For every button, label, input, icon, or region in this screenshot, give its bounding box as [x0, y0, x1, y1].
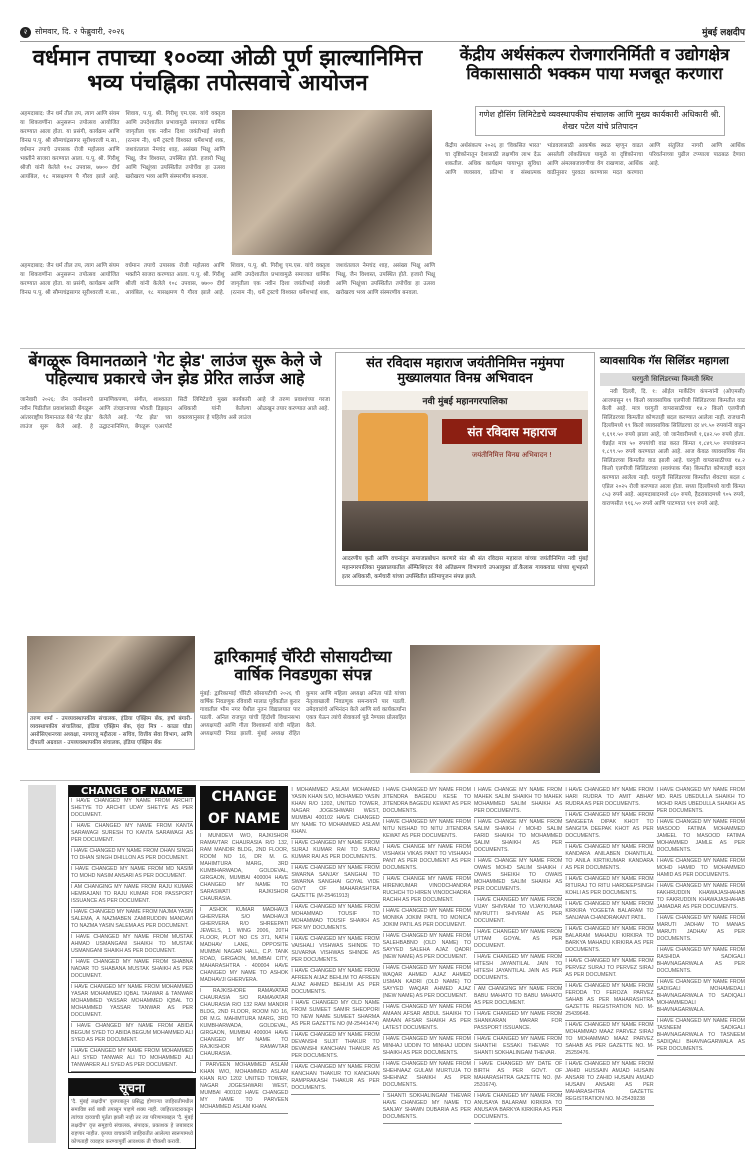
story4-box [335, 352, 595, 586]
story1-body-cont: अहमदाबाद: जैन धर्म तील तप, त्याग आणि संयम या शिकवणींना अनुसरून तपोत्सव आयोजित करण्यात आला होता. या प्रसंगी, कार्यक्रम आणि विनम्र प.पू. श्री सौम्यचंद्रसागर सूरीश्वरजी म.सा., वर्धमान तपाचे उपासक रोजी महोत्सव आणि भक्तीने साजरा करण्यात आला. प.पू. श्री. गिरीशु श्रीजी यांनी केलेले १०८ उपवास, ७७०० दीर्घ आयंबिल, १८ मासक्षमण पै गौरव झाले आहे. शिवाय, प.पू. श्री. गिरीशु एम.एस. यांचे वक्तृत्व आणि उपदेशातील प्रभावामुळे समाजात धार्मिक जागृतीला एक नवीन दिशा जयंतीभाई संघवी (रत्नाम नी), धर्मे ट्रस्टचे विश्वस्त धर्मेशभाई शक, जशवंतलाल नेमचंद शाह, असंख्य भिक्षू आणि भिक्षू, जैन विश्वस्त, उपस्थित होते. हजारो भिक्षू आणि भिक्षूंच्या उपस्थितीत तपोर्चेवा हा उत्सव खरोखरच भव्य आणि संस्मरणीय बनवला. [20, 263, 435, 296]
page-header [20, 22, 745, 42]
name-change-notice: I HAVE CHANGED MY NAME FROM ANUSAYA BALARAM KIRKIRA TO ANUSAYA BARKYA KIRKIRA AS PER DOCUMENTS. [474, 1092, 562, 1124]
story6-photo [410, 645, 600, 773]
name-change-notice: I HAVE CHANGED MY NAME FROM SURAJ KUMAR RAI TO SURAJ KUMAR RAI AS PER DOCUMENTS. [291, 839, 379, 864]
suchna-title: सूचना [69, 1079, 195, 1096]
name-change-notice: I HAVE CHANGED MY NAME FROM HARI RUDRA TO AMIT ABHAY RUDRA AS PER DOCUMENTS. [565, 786, 653, 811]
name-change-notice: I HAVE CHANGE MY NAME FROM HIRENKUMAR VINODCHANDRA RUCHCH TO HIREN VINODCHADRA RACHH AS PER DOCUMENT. [383, 875, 471, 907]
page-number: २ [20, 27, 31, 38]
story6-headline: द्वारिकामाई चॅरिटी सोसायटीच्या वार्षिक निवडणुका संपन्न [214, 647, 392, 685]
change-of-name-banner: CHANGE OF NAME [200, 786, 288, 830]
story1-body: अहमदाबाद: जैन धर्म तील तप, त्याग आणि संयम या शिकवणींना अनुसरून तपोत्सव आयोजित करण्यात आला होता. या प्रसंगी, कार्यक्रम आणि विनम्र प.पू. श्री सौम्यचंद्रसागर सूरीश्वरजी म.सा., वर्धमान तपाचे उपासक रोजी महोत्सव आणि भक्तीने साजरा करण्यात आला. प.पू. श्री. गिरीशु श्रीजी यांनी केलेले १०८ उपवास, ७७०० दीर्घ आयंबिल, १८ मासक्षमण पै गौरव झाले आहे. शिवाय, प.पू. श्री. गिरीशु एम.एस. यांचे वक्तृत्व आणि उपदेशातील प्रभावामुळे समाजात धार्मिक जागृतीला एक नवीन दिशा जयंतीभाई संघवी (रत्नाम नी), धर्मे ट्रस्टचे विश्वस्त धर्मेशभाई शक, जशवंतलाल नेमचंद शाह, असंख्य भिक्षू आणि भिक्षू, जैन विश्वस्त, उपस्थित होते. हजारो भिक्षू आणि भिक्षूंच्या उपस्थितीत तपोर्चेवा हा उत्सव खरोखरच भव्य आणि संस्मरणीय बनवला. [20, 111, 225, 180]
name-change-notice: I HAVE CHANGE MY NAME FROM SALIM SHAIKH / MOHD SALIM FARID SHAIKH TO MOHAMMED SALIM SHAIKH AS PER DOCUMENTS. [474, 818, 562, 857]
name-change-notice: I HAVE CHANGED MY NAME FROM SALEHBABNO (OLD NAME) TO SAYYED SALEHA AJAZ QADRI (NEW NAME) AS PER DOCUMENT. [383, 932, 471, 964]
name-change-notice: I HAVE CHANGED MY NAME FROM SWARNA SANJAY SANGHAI TO SWARNA SANGHAI GOYAL VIDE GOVT OF MAHARASHTRA GAZETTE (M-25461913) [291, 864, 379, 903]
name-change-notice: I HAVE CHANGED MY NAME FROM HITESH JAYANTILAL JAIN TO HITESH JAYANTILAL JAIN AS PER DOCUMENTS. [474, 953, 562, 985]
name-change-notice: I HAVE CHANGED MY NAME FROM MONIKA JOKIM PATIL TO MONICA JOKIM PATIL AS PER DOCUMENT. [383, 907, 471, 932]
name-change-notice: I HAVE CHANGED MY NAME FROM MARUTI JADHAV TO MANAS MARUTI JADHAV AS PER DOCUMENTS. [657, 914, 745, 946]
notice-columns [200, 786, 745, 1124]
name-change-notice: I HAVE CHANGED MY NAME FROM UTTAM GOYAL AS PER DOCUMENT. [474, 928, 562, 953]
name-change-notice: I HAVE CHANGED MY NAME FROM FERODA TO FEROZA PARVEZ SAHAB AS PER MAHARASHTRA GAZETTE REGISTRATION NO. M-25439648. [565, 982, 653, 1021]
crowd [342, 501, 588, 551]
name-change-notice: I MUNIDEVI W/O, RAJKISHOR RAMAVTAR CHAURASIA R/O 132, RAM MANDIR BLDG, 2ND FLOOR, ROOM NO 16, DR M. G. MAHIMTURA MARG, 3RD KUMBHARWADA, GOLDEVAL, GIRGAON, MUMBAI 400004 HAVE CHANGED MY NAME TO SARASWATI RAJKISHOR CHAURASIA. [200, 832, 288, 906]
name-change-notice: I HAVE CHANGED MY NAME FROM AFREEN AIJAZ BEHLIM TO AFREEN AIJAZ AHMED BEHLIM AS PER DOCUMENTS. [291, 967, 379, 999]
name-change-notice: I HAVE CHANGED MY NAME FROM MOHAMMED ALI SYED TANWAR ALI TO MOHAMMED ALI TANWARER ALI SYED AS PER DOCUMENT. [71, 1047, 193, 1072]
name-change-notice: I HAVE CHANGED MY NAME FROM SADIGALI MOHAMEDALI BHAVNAGARWALA TO SADIQALI MOHAMMEDALI BHAVNAGARWALA. [657, 978, 745, 1017]
story6-body: मुंबई: द्वारिकामाई चॅरिटी सोसायटीची २०२६ ची वार्षिक निवडणूक रविवारी मालाड पूर्वेकडील कुरार गावातील भीम नगर येथील नूतन विद्यालयात पार पडली. अनिल राजपूत यांची हिंदोशी विधानसभा अध्यक्षपदी आणि गीता विश्वकर्मा यांची महिला अध्यक्षपदी निवड झाली. मुंबई अध्यक्ष रोहित कुमार आणि महिला अध्यक्षा अनिता पांडे यांच्या नेतृत्वाखाली निवडणूक समन्वयाने पार पडली. उमेदवारांचे अभिनंदन केले आणि सर्व कार्यकर्त्यांना एकत्र येऊन त्यांचे सेवाकार्य पुढे नेण्यास प्रोत्साहित केले. [200, 691, 406, 737]
name-change-notice: I HAVE CHANGED MY OLD NAME FROM SUMEET SAMIR SHEOPORI TO NEW NAME SUMEET SHARMA AS PER GAZETTE NO (M-25441474) [291, 999, 379, 1031]
story5-body: नवी दिल्ली, दि. १: ऑईल मार्केटिंग कंपन्यांनी (ओएमसी) आजपासून १९ किलो व्यावसायिक एलपीजी सिलिंडरच्या किमतीत वाढ केली आहे. मात्र घरगुती वापरासाठीच्या १४.२ किलो एलपीजी सिलिंडरच्या किमतीत कोणताही बदल करण्यात आलेला नाही. राजधानी दिल्लीमध्ये १९ किलो व्यावसायिक सिलिंडरचा दर ४९.५० रुपयांनी वाढून १,६९१.५० रुपये झाला आहे, जो जानेवारीमध्ये १,६४२.५० रुपये होता. चेन्नईत मात्र ५० रुपयांची वाढ करत किंमत १,८४९.५० रुपयांवरून १,८९९.५० रुपये करण्यात आली आहे. आज केवळ व्यावसायिक गॅस सिलिंडरच्या किमतीत वाढ झाली आहे. घरगुती वापरासाठीच्या १४.२ किलो एलपीजी सिलिंडरच्या (स्वयंपाक गॅस) किमतीत कोणताही बदल करण्यात आलेला नाही. घरगुती सिलिंडरच्या किमतीत शेवटचा बदल ८ एप्रिल २०२५ रोजी करण्यात आला होता. सध्या दिल्लीमध्ये याची किंमत ८५३ रुपये आहे. अहमदाबादमध्ये ८६० रुपये, हैदराबादमध्ये ९०५ रुपये, वाराणसीत ९१६.५० रुपये आणि पाटण्यात ९११ रुपये आहे. [602, 389, 745, 507]
name-change-notice: I HAVE CHANGED MY NAME FROM MUSTAK AHMAD USMANGANI SHAIKH TO MUSTAK USMANGANI SHAIKH AS PER DOCUMENT. [71, 933, 193, 958]
name-change-notice: I HAVE CHANGED MY NAME FROM JAHID HUSSAIN AMJAD HUSAIN ANSARI TO ZAHID HUSAIN AMJAD HUSAIN ANSARI AS PER MAHARASHTRA GAZETTE REGISTRATION NO. M-25439238 [565, 1060, 653, 1106]
story3-body: जानेवारी २०२६: जेन जनरेशनचे नवीन पिढीतील प्रवाशांसाठी बेंगळूरू आंतरराष्ट्रीय विमानतळ येथे 'गेट झेड' लाउंज सुरू केले आहे. हे प्रामाणिकपणा, संगीत, शाश्वतता आणि तंत्रज्ञानाच्या भोवती डिझाइन केलेले आहे. 'गेट झेड' च्या उद्घाटनानिमित्त, बेंगळूरू एअरपोर्ट सिटी लिमिटेडचे मुख्य कार्यकारी अधिकारी यांनी केलेल्या वक्तव्यानुसार हे पहिलेच असे लाउंज आहे जे तरुण प्रवाशांच्या गरजा ओळखून तयार करण्यात आले आहे. [20, 397, 330, 430]
story2-body: केंद्रीय अर्थसंकल्प २०२६ हा 'विकसित भारत' चा दृष्टिकोनातून देशासाठी लक्षणीय लाभ देऊ शकतील. अधिक कार्यक्षम पायाभूत सुविधा आणि व्यवसाय, प्रतिभा व संस्थात्मक भांडवलासाठी आकर्षक स्थळ म्हणून वाढत असलेली लोकप्रियता यामुळे या दृष्टिकोनाचा आणि अंमलबजावणीचा वेग राखणारा, आर्थिक वाढीनुसार पुरवठा करण्यास मदत करणारा आणि संतुलित नागरी आणि आर्थिक परिवर्तनाच्या पुढील टप्प्याला पाठबळ देणारा आहे. [445, 143, 745, 176]
suchna-box [68, 1078, 196, 1149]
nmmc-banner: नवी मुंबई महानगरपालिका [342, 391, 588, 410]
portrait [358, 413, 428, 508]
name-change-notice: I HAVE CHANGED MY NAME FROM DHAN SINGH TO DHAN SINGH DHILLON AS PER DOCUMENT. [71, 847, 193, 865]
small-notices-box [68, 785, 196, 1073]
left-classifieds [68, 785, 196, 1149]
name-change-notice: I HAVE CHANGED MY NAME FROM MOHAMMED YASAR MOHAMMED IQBAL TAHWAR & TANWAR MOHAMMED YASSAR MOHAMMED IQBAL TO MOHAMMED YASSAR TANWAR AS PER DOCUMENT. [71, 983, 193, 1022]
name-change-notice: I HAVE CHANGED MY NAME FROM VIJAY SHIVRAM TO VIJAYKUMAR NIVRUTTI SHIVRAM AS PER DOCUMENT. [474, 896, 562, 928]
name-change-notice: I HAVE CHANGED MY NAME FROM KANCHAN THAKUR TO KANCHAN RAMPRAKASH THAKUR AS PER DOCUMENTS. [291, 1063, 379, 1095]
name-change-notice: I HAVE CHANGED MY NAME FROM SANGEETA DIPAK KHOT TO SANGITA DEEPAK KHOT AS PER DOCUMENTS. [565, 811, 653, 843]
poster-title: संत रविदास महाराज [442, 419, 582, 444]
name-change-notice: I HAVE CHANGED MY NAME FROM KANTA SARAWAGI SURESH TO KANTA SARAWAGI AS PER DOCUMENT. [71, 822, 193, 847]
name-change-notice: I HAVE CHANGED MY NAME FROM KANDARA ANILABEN DHANTILAL TO ANILA KIRTIKUMAR KANDARA AS PER DOCUMENTS. [565, 843, 653, 875]
name-change-notice: I AM CHANGING MY NAME FROM RAJU KUMAR HEMRAJANI TO RAJU KUMAR FOR PASSPORT ISSUANCE AS PER DOCUMENT. [71, 883, 193, 908]
name-change-notice: I HAVE CHANGED MY NAME FROM RITURAJ TO RITU HARDEEPSINGH KOHLI AS PER DOCUMENTS. [565, 875, 653, 900]
name-change-notice: I HAVE CHANGED MY NAME FROM WAQAR AHMED AJAZ AHMED USMAN KADRI (OLD NAME) TO SAYYED WAQAR AHMED AJAZ (NEW NAME) AS PER DOCUMENT. [383, 964, 471, 1003]
name-change-notice: I HAVE CHANGED MY NAME FROM BALARAM MAHADU KIRKIRA TO BARKYA MAHADU KIRKIRA AS PER DOCUMENTS. [565, 925, 653, 957]
poster-sub: जयंतीनिमित्त विनम्र अभिवादन ! [471, 450, 553, 459]
story3-caption: तरुण शर्मा - उपव्यवस्थापकीय संचालक, इंडिया एक्झिम बँक, हर्षा बंगारी- व्यवस्थापकीय संचालिका, इंडिया एक्झिम बँक, वृंदा मित्र - काळा घोडा असोसिएशनच्या अध्यक्षा, नागराजू मद्दीराला - सचिव, वित्तीय सेवा विभाग, आणि दीपाली अग्रवाल - उपव्यवस्थापकीय संचालक, इंडिया एक्झिम बँक [27, 712, 195, 750]
name-change-notice: I HAVE CHANGED MY NAME FROM MASOOD FATIMA MOHAMMED JAMEEL TO MASOOD FATIMA MOHAMMED JAMLE AS PER DOCUMENTS. [657, 818, 745, 857]
story5-headline: व्यावसायिक गॅस सिलिंडर महागला [600, 355, 729, 367]
date-line [20, 26, 125, 38]
name-change-notice: I HAVE CHANGED MY NAME FROM NAJMA YASIN SALEMA, A NAZMABEN ZAMIRUDDIN MANDAVI TO NAZMA YASIN SALEMA AS PER DOCUMENT. [71, 908, 193, 933]
name-change-notice: I AM CHANGING MY NAME FROM BABU MAHATO TO BABU MAHATO AS PER DOCUMENT. [474, 985, 562, 1010]
name-change-notice: I SHANTI SOKHALINGAM THEVAR HAVE CHANGED MY NAME TO SANJAY SHAWN DUBARIA AS PER DOCUMENTS. [383, 1092, 471, 1124]
name-change-notice: I HAVE CHANGED MY NAME FROM DEVANSHI SUJIT THAKUR TO DEVANSHI KANCHAN THAKUR AS PER DOCUMENTS. [291, 1031, 379, 1063]
divider [20, 780, 745, 781]
ad-strip [28, 785, 56, 1143]
name-change-notice: I HAVE CHANGED MY NAME FROM ABIDA BEGUM SYED TO ABIDA BEGUM MOHAMMED ALI SYED AS PER DOCUMENT. [71, 1022, 193, 1047]
name-change-notice: I HAVE CHANGED MY NAME FROM AMAAN AFSAR ABDUL SHAIKH TO AMAAN AFSAR SHAIKH AS PER LATEST DOCUMENTS. [383, 1003, 471, 1035]
name-change-notice: I HAVE CHANGED MY NAME FROM NITU NISHAD TO NITU JITENDRA KEWAT AS PER DOCUMENTS. [383, 818, 471, 843]
date: सोमवार, दि. २ फेब्रुवारी, २०२६ [35, 26, 125, 36]
name-change-notice: I HAVE CHANGED MY NAME FROM JITENDRA BAGEDU KESE TO JITENDRA BAGEDU KEWAT AS PER DOCUMENTS. [383, 786, 471, 818]
name-change-notice: I HAVE CHANGED MY NAME FROM SHABNA NADAR TO SHABANA MUSTAK SHAIKH AS PER DOCUMENT. [71, 958, 193, 983]
name-change-notice: I HAVE CHANGE MY NAME FROM VISHAKH VIKAS PANT TO VISHAKH PANT AS PER DOCUMENT AS PER DOCUMENTS. [383, 843, 471, 875]
name-change-notice: I HAVE CHANGED MY NAME FROM KIRKIRA YOGEETA BALARAM TO SANJANA CHANDRAKANT PATIL. [565, 900, 653, 925]
suchna-body: 'दै. मुंबई लक्षदीप' वृत्तपत्रातून प्रसिद्ध होणाऱ्या जाहिरातीमधील समाविष्ट सर्व बाबी तपासून पाहणे शक्य नाही. जाहिरातदाराकडून त्यांच्या दाव्याची पूर्तता झाली नाही तर त्या परिणामाबद्दल 'दै. मुंबई लक्षदीप' वृत्त समूहाचे संचालक, संपादक, प्रकाशक हे जबाबदार राहणार नाहीत. कृपया वाचकांनी जाहिरातीत आलेल्या स्वरूपामध्ये कोणताही व्यवहार करण्यापूर्वी आवश्यक ती चौकशी करावी. [71, 1099, 193, 1145]
story5-subhead: घरगुती सिलिंडरच्या किमती स्थिर [600, 373, 745, 386]
name-change-notice: I HAVE CHANGED MY NAME FROM TASNEEM SADIGALI BHAVNAGARWALA TO TASNEEM SADIQALI BHAVNAGARWALA AS PER DOCUMENTS. [657, 1017, 745, 1056]
name-change-notice: I HAVE CHANGED MY NAME FROM PERVEZ SURAJ TO PERVEZ SIRAJ AS PER DOCUMENT. [565, 957, 653, 982]
paper-name: मुंबई लक्षदीप [702, 28, 745, 38]
name-change-notice: I HAVE CHANGED MY NAME FROM MINHAJ UDDIN TO MINHAJ UDDIN SHAIKH AS PER DOCUMENTS. [383, 1035, 471, 1060]
name-change-notice: I HAVE CHANGED MY NAME FROM SHEHNAAZ GULAM MURTUJA TO SHEHNAZ SHAIKH AS PER DOCUMENTS. [383, 1060, 471, 1092]
story1-photo [232, 110, 432, 255]
small-notices-title: CHANGE OF NAME [69, 786, 195, 797]
name-change-notice: I HAVE CHANGED MY NAME FROM SHANKARAN MARAR FOR PASSPORT ISSUANCE. [474, 1010, 562, 1035]
story4-photo [342, 391, 588, 551]
name-change-notice: I HAVE CHANGED MY NAME FROM MD NASIM TO MOHD NASIM ANSARI AS PER DOCUMENT. [71, 865, 193, 883]
name-change-notice: I HAVE CHANGED MY NAME FROM RASHIDA SADIGALI BHAVNAGARWALA AS PER DOCUMENTS. [657, 946, 745, 978]
story1-headline: वर्धमान तपाच्या १००व्या ओळी पूर्ण झाल्यानिमित्त भव्य पंचह्निका तपोत्सवाचे आयोजन [32, 46, 423, 97]
divider [20, 348, 745, 349]
name-change-notice: I PARVEEN MOHAMMED ASLAM KHAN W/O, MOHAMMED ASLAM KHAN R/O 1202 UNITED TOWER, NAGAR JOGESHWARI WEST, MUMBAI 400102 HAVE CHANGED MY NAME TO PARVEEN MOHAMMED ASLAM KHAN. [200, 1061, 288, 1114]
name-change-notice: I HAVE CHANGED MY NAME FROM VAISHALI VISHWAS SHINDE TO SUVARNA VISHWAS SHINDE AS PER DOCUMENTS. [291, 935, 379, 967]
name-change-notice: I HAVE CHANGED MY NAME FROM MOHAMMAD TOUSIF TO MOHAMMAD TOUSIF SHAIKH AS PER MY DOCUMENTS. [291, 903, 379, 935]
name-change-notice: I HAVE CHANGED MY NAME FROM FAKHRUDDIN KHAWAJASHAHAB TO FAKRUDDIN KHAWAJASHAHAB JAMADAR AS PER DOCUMENTS. [657, 882, 745, 914]
name-change-notice: I HAVE CHANGED MY NAME FROM MOHAMMAD MAAZ PARVEZ SIRAJ TO MOHAMMAD MAAZ PARVEZ SAHAB AS PER GAZETTE NO. M-25259476. [565, 1021, 653, 1060]
name-change-notice: I HAVE CHANGED MY DATE OF BIRTH AS PER GOVT. OF MAHARASHTRA GAZETTE NO. (M-2531674). [474, 1060, 562, 1092]
story2-headline: केंद्रीय अर्थसंकल्प रोजगारनिर्मिती व उद्योगक्षेत्र विकासासाठी भक्कम पाया मजबूत करणारा [459, 45, 730, 83]
name-change-notice: I RAJKISHORE RAMAVATAR CHAURASIA S/O RAMAVATAR CHAURASIA R/O 132 RAM MANDIR BLDG, 2ND FLOOR, ROOM NO 16, DR M.G. MAHIMTURA MARG, 3RD KUMBHARWADA, GOLDEVAL, GIRGAON, MUMBAI 400004 HAVE CHANGED MY NAME TO RAJKISHOR RAMAVTAR CHAURASIA. [200, 987, 288, 1061]
name-change-notice: I MOHAMMED ASLAM MOHAMED YASIN KHAN S/O, MOHAMED YASIN KHAN R/O 1202, UNITED TOWER, NAGAR JOGESHWARI WEST, MUMBAI 400102 HAVE CHANGED MY NAME TO MOHAMMED ASLAM KHAN. [291, 786, 379, 839]
name-change-notice: I HAVE CHANGED MY NAME FROM SHANTHI ESSAKI THEVAR TO SHANTI SOKHALINGAM THEVAR. [474, 1035, 562, 1060]
name-change-notice: I ASHOK KUMAR MADHAVJI GHERVERA S/O MADHAVJI GHERVERA R/O SHREEPATI JEWELS, 1 WING 2006, 20TH FLOOR, PLOT NO CS 371, NATH MADHAV LANE, OPPOSITE MUMBAI NAGAR HALL, C.P. TANK ROAD, GIRGAON, MUMBAI CITY, MAHARASHTRA - 400004 HAVE CHANGED MY NAME TO ASHOK MADHAVJI GHERVERA. [200, 906, 288, 987]
name-change-notice: I HAVE CHANGE MY NAME FROM OWAIS MOHD SALIM SHAIKH / OWAIS SHEIKH TO OWAIS MOHAMMED SALIM SHAIKH AS PER DOCUMENTS. [474, 857, 562, 896]
story4-headline: संत रविदास महाराज जयंतीनिमित्त नमुंमपा मुख्यालयात विनम्र अभिवादन [366, 356, 564, 386]
name-change-notice: I HAVE CHANGE MY NAME FROM MAHEK SALIM SHAIKH TO MAHEK MOHAMMED SALIM SHAIKH AS PER DOCUMENTS. [474, 786, 562, 818]
story4-caption: आदरणीय कृती आणि वचनांतून समाजप्रबोधन करणारे संत श्री संत रविदास महाराज यांच्या जयंतीनिमित्त नवी मुंबई महानगरपालिका मुख्यालयातील ॲम्फिथिएटर येथे अतिक्रमण विभागाचे उपआयुक्त डॉ.कैलास गायकवाड यांच्या शुभहस्ते इतर अधिकारी, कर्मचारी यांच्या उपस्थितीत प्रतिमापूजन संपन्न झाले. [342, 555, 588, 580]
name-change-notice: I HAVE CHANGED MY NAME FROM MD. RAIS UBEDULLA SHAIKH TO MOHD RAIS UBEDULLA SHAIKH AS PER DOCUMENTS. [657, 786, 745, 818]
story2-subhead: गणेश हौसिंग लिमिटेडचे व्यवस्थापकीय संचालक आणि मुख्य कार्यकारी अधिकारी श्री. शेखर पटेल यांचे प्रतिपादन [475, 106, 725, 136]
name-change-notice: I HAVE CHANGED MY NAME FROM MOHD HAMID TO MOHAMMED HAMID AS PER DOCUMENTS. [657, 857, 745, 882]
story3-headline: बेंगळूरू विमानतळाने 'गेट झेड' लाउंज सुरू केले जे पहिल्याच प्रकारचे जेन झेड प्रेरित लाउंज आहे [28, 351, 322, 389]
name-change-notice: I HAVE CHANGED MY NAME FROM ARCHIT SHETYE TO ARCHIT UDAY SHETYE AS PER DOCUMENT. [71, 797, 193, 822]
story3-photo [27, 636, 195, 712]
